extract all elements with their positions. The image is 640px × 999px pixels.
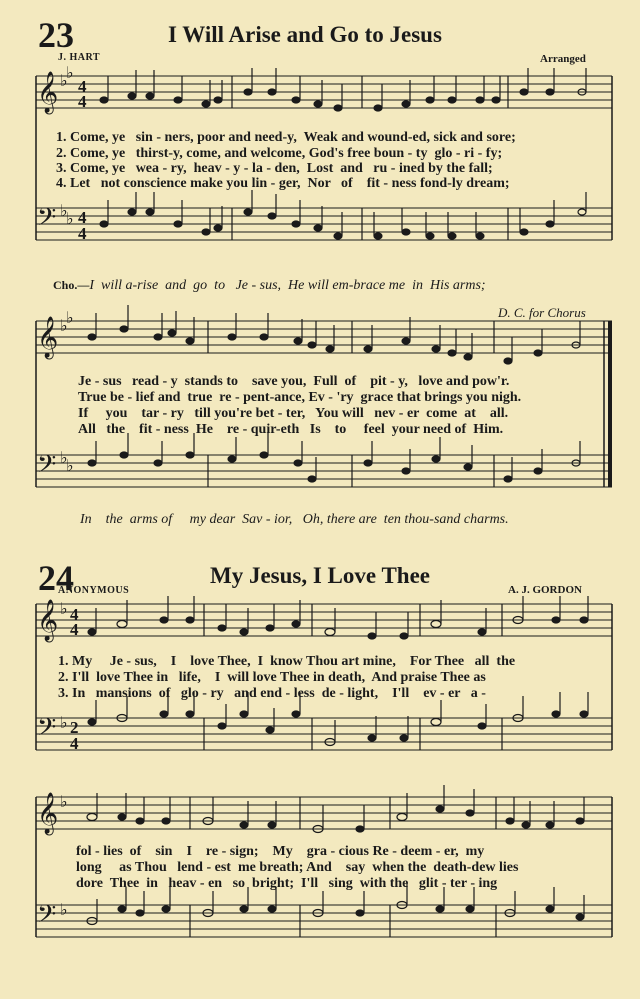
verse-line-2: 2. Come, ye thirst-y, come, and welcome, God's free boun - ty glo - ri - fy; [56, 146, 503, 161]
svg-text:♭: ♭ [60, 792, 68, 811]
verse-line-2: 2. I'll love Thee in life, I will love Thee in death, And praise Thee as [58, 670, 486, 685]
svg-text:4: 4 [78, 208, 87, 227]
svg-text:4: 4 [78, 224, 87, 243]
svg-text:4: 4 [78, 77, 87, 96]
svg-text:♭: ♭ [60, 599, 68, 618]
verse-line-3: 3. In mansions of glo - ry and end - less de - light, I'll ev - er a - [58, 686, 486, 701]
verse-line-4: All the fit - ness He re - quir-eth Is to feel your need of Him. [78, 422, 504, 437]
svg-text:𝄢: 𝄢 [37, 900, 57, 935]
svg-text:♭: ♭ [60, 201, 68, 220]
author-credit: J. HART [58, 52, 101, 63]
verse-line-2: long as Thou lend - est me breath; And say when the death-dew lies [76, 860, 519, 875]
chorus-text: I will a-rise and go to Je - sus, He will em-brace me in His arms; [89, 278, 486, 293]
hymn-title: My Jesus, I Love Thee [210, 563, 430, 588]
svg-text:𝄞: 𝄞 [37, 72, 59, 113]
verse-line-3: 3. Come, ye wea - ry, heav - y - la - den, Lost and ru - ined by the fall; [56, 161, 493, 176]
svg-text:4: 4 [70, 620, 79, 639]
svg-text:♭: ♭ [60, 713, 68, 732]
svg-text:𝄢: 𝄢 [37, 713, 57, 748]
chorus-label: Cho.— [53, 278, 90, 292]
composer-credit: A. J. GORDON [508, 584, 582, 596]
svg-text:4: 4 [70, 605, 79, 624]
hymn-title: I Will Arise and Go to Jesus [168, 22, 442, 47]
author-credit: ANONYMOUS [58, 585, 130, 596]
svg-text:♭: ♭ [60, 316, 68, 335]
verse-line-1: fol - lies of sin I re - sign; My gra - cious Re - deem - er, my [76, 844, 485, 859]
svg-text:♭: ♭ [66, 63, 74, 82]
verse-line-1: 1. My Je - sus, I love Thee, I know Thou art mine, For Thee all the [58, 654, 516, 669]
svg-text:♭: ♭ [66, 456, 74, 475]
chorus-line-1 [46, 262, 486, 294]
hymn-number: 24 [38, 558, 74, 598]
svg-text:♭: ♭ [60, 71, 68, 90]
dc-marking: D. C. for Chorus [498, 305, 586, 320]
chorus-line-2: In the arms of my dear Sav - ior, Oh, there are ten thou-sand charms. [80, 512, 509, 527]
svg-text:♭: ♭ [60, 448, 68, 467]
svg-text:𝄢: 𝄢 [37, 450, 57, 485]
svg-text:𝄞: 𝄞 [37, 317, 59, 358]
svg-text:4: 4 [78, 92, 87, 111]
svg-text:♭: ♭ [66, 308, 74, 327]
arranger-credit: Arranged [540, 53, 586, 65]
verse-line-1: Je - sus read - y stands to save you, Full of pit - y, love and pow'r. [78, 374, 510, 389]
svg-text:𝄞: 𝄞 [37, 600, 59, 641]
hymn-number: 23 [38, 15, 74, 55]
verse-line-4: 4. Let not conscience make you lin - ger, Nor of fit - ness fond-ly dream; [56, 176, 510, 191]
svg-text:𝄢: 𝄢 [37, 203, 57, 238]
svg-text:4: 4 [70, 734, 79, 753]
verse-line-1: 1. Come, ye sin - ners, poor and need-y, Weak and wound-ed, sick and sore; [56, 130, 516, 145]
svg-text:♭: ♭ [60, 900, 68, 919]
svg-text:♭: ♭ [66, 209, 74, 228]
verse-line-2: True be - lief and true re - pent-ance, Ev - 'ry grace that brings you nigh. [78, 390, 522, 405]
verse-line-3: If you tar - ry till you're bet - ter, You will nev - er come at all. [78, 406, 509, 421]
svg-text:𝄞: 𝄞 [37, 793, 59, 834]
verse-line-3: dore Thee in heav - en so bright; I'll sing with the glit - ter - ing [76, 876, 498, 891]
svg-text:2: 2 [70, 718, 79, 737]
